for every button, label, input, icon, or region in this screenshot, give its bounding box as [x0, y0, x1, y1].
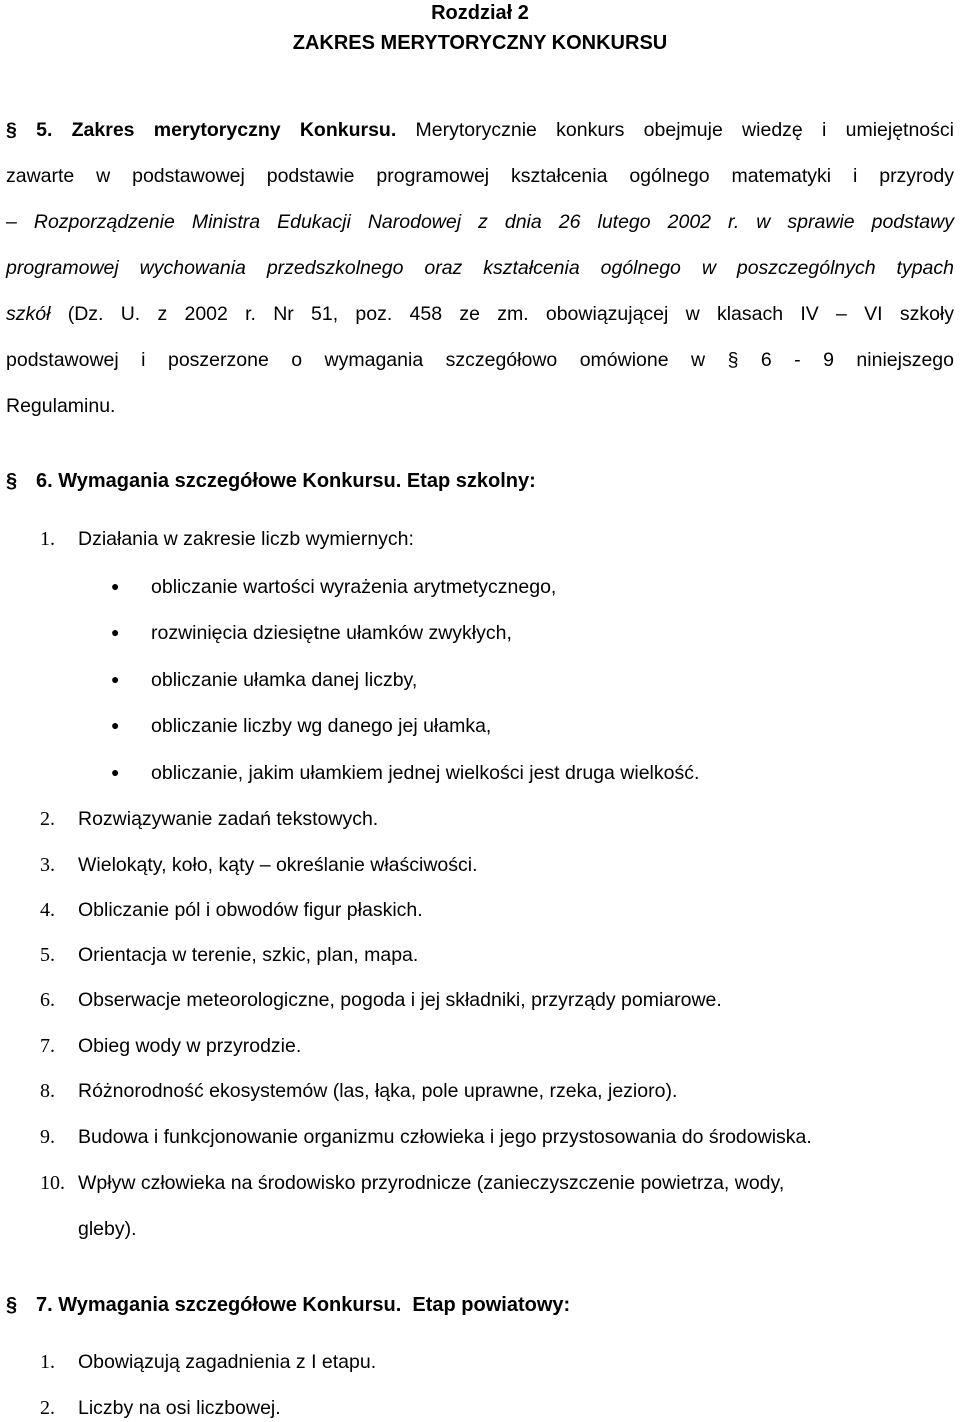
list-item: [40, 1080, 677, 1103]
section-6-sign: §: [6, 470, 18, 492]
list-item: [40, 808, 378, 831]
list-item: [40, 1172, 784, 1195]
item-number: 1.: [40, 1351, 55, 1373]
section-5-line-5-rest: (Dz. U. z 2002 r. Nr 51, poz. 458 ze zm. obowiązującej w klasach IV – VI szkoły: [50, 303, 954, 325]
bullet-icon: ●: [111, 578, 120, 594]
item-number: 1.: [40, 528, 55, 550]
section-5-heading: 5. Zakres merytoryczny Konkursu.: [36, 119, 397, 141]
item-text: Budowa i funkcjonowanie organizmu człowieka i jego przystosowania do środowiska.: [78, 1126, 812, 1148]
section-7-heading: 7. Wymagania szczegółowe Konkursu. Etap powiatowy:: [36, 1294, 571, 1316]
section-7-heading-row: [6, 1294, 570, 1317]
item-text: Działania w zakresie liczb wymiernych:: [78, 528, 414, 550]
item-text: Wielokąty, koło, kąty – określanie właściwości.: [78, 854, 478, 876]
item-text: Obieg wody w przyrodzie.: [78, 1035, 302, 1057]
list-item: [40, 1397, 281, 1420]
item-number: 2.: [40, 808, 55, 830]
bullet-item: [111, 669, 417, 692]
item-text: Wpływ człowieka na środowisko przyrodnicze (zanieczyszczenie powietrza, wody,: [78, 1172, 785, 1194]
list-item: [40, 1351, 376, 1374]
section-5-line-2: zawarte w podstawowej podstawie programowej kształcenia ogólnego matematyki i przyrody: [6, 165, 954, 187]
section-6-heading: 6. Wymagania szczegółowe Konkursu. Etap szkolny:: [36, 470, 536, 492]
list-item: [40, 989, 722, 1012]
section-5-line-3: Rozporządzenie Ministra Edukacji Narodowej z dnia 26 lutego 2002 r. w sprawie podstawy: [33, 211, 954, 233]
bullet-item: [111, 576, 556, 599]
chapter-label: Rozdział 2: [431, 2, 529, 24]
item-number: 4.: [40, 899, 55, 921]
bullet-text: obliczanie ułamka danej liczby,: [151, 669, 418, 691]
list-item: [40, 1035, 301, 1058]
bullet-icon: ●: [111, 764, 120, 780]
item-number: 2.: [40, 1397, 55, 1419]
section-5-line-1: Merytorycznie konkurs obejmuje wiedzę i umiejętności: [396, 119, 954, 141]
bullet-item: [111, 715, 491, 738]
bullet-text: obliczanie liczby wg danego jej ułamka,: [151, 715, 492, 737]
item-number: 3.: [40, 854, 55, 876]
bullet-text: obliczanie, jakim ułamkiem jednej wielkości jest druga wielkość.: [151, 762, 700, 784]
item-number: 8.: [40, 1080, 55, 1102]
item-text: Liczby na osi liczbowej.: [78, 1397, 281, 1419]
list-item: [40, 1126, 812, 1149]
section-5-inline-sign: §: [727, 349, 739, 371]
bullet-item: [111, 762, 699, 785]
item-number: 5.: [40, 944, 55, 966]
section-6-heading-row: [6, 470, 536, 493]
para-line-3: – Rozporządzenie Ministra Edukacji Narodowej z dnia 26 lutego 2002 r. w sprawie podstawy: [6, 211, 954, 233]
para-line-1: [6, 107, 954, 153]
para-line-6: [6, 337, 954, 383]
item-text: Obowiązują zagadnienia z I etapu.: [78, 1351, 377, 1373]
section-5-line-5-italic: szkół: [6, 303, 51, 325]
bullet-item: [111, 622, 512, 645]
section-7-sign: §: [6, 1294, 18, 1316]
item-text: Różnorodność ekosystemów (las, łąka, pole uprawne, rzeka, jezioro).: [78, 1080, 678, 1102]
list-item: [40, 899, 423, 922]
item-text: Orientacja w terenie, szkic, plan, mapa.: [78, 944, 419, 966]
section-5-sign: §: [6, 119, 17, 141]
item-text: Obserwacje meteorologiczne, pogoda i jej składniki, przyrządy pomiarowe.: [78, 989, 722, 1011]
item-number: 10.: [40, 1172, 65, 1194]
section-5-line-6-post: 6 - 9 niniejszego: [738, 349, 954, 371]
section-5-paragraph: [6, 107, 954, 429]
bullet-text: obliczanie wartości wyrażenia arytmetycznego,: [151, 576, 557, 598]
section-5-line-7: Regulaminu.: [6, 395, 116, 417]
item-number: 9.: [40, 1126, 55, 1148]
list-item: [40, 528, 414, 551]
item-text: Rozwiązywanie zadań tekstowych.: [78, 808, 379, 830]
section-5-line-6-pre: podstawowej i poszerzone o wymagania szczegółowo omówione w: [6, 349, 728, 371]
item-number: 6.: [40, 989, 55, 1011]
bullet-text: rozwinięcia dziesiętne ułamków zwykłych,: [151, 622, 512, 644]
item-text: Obliczanie pól i obwodów figur płaskich.: [78, 899, 423, 921]
list-item-continuation: gleby).: [78, 1218, 137, 1240]
bullet-icon: ●: [111, 671, 120, 687]
list-item: [40, 854, 478, 877]
chapter-title: ZAKRES MERYTORYCZNY KONKURSU: [292, 32, 668, 54]
list-item: [40, 944, 418, 967]
para-line-5: [6, 291, 954, 337]
item-number: 7.: [40, 1035, 55, 1057]
bullet-icon: ●: [111, 624, 120, 640]
section-5-line-4: programowej wychowania przedszkolnego oraz kształcenia ogólnego w poszczególnych typach: [6, 257, 954, 279]
bullet-icon: ●: [111, 717, 120, 733]
